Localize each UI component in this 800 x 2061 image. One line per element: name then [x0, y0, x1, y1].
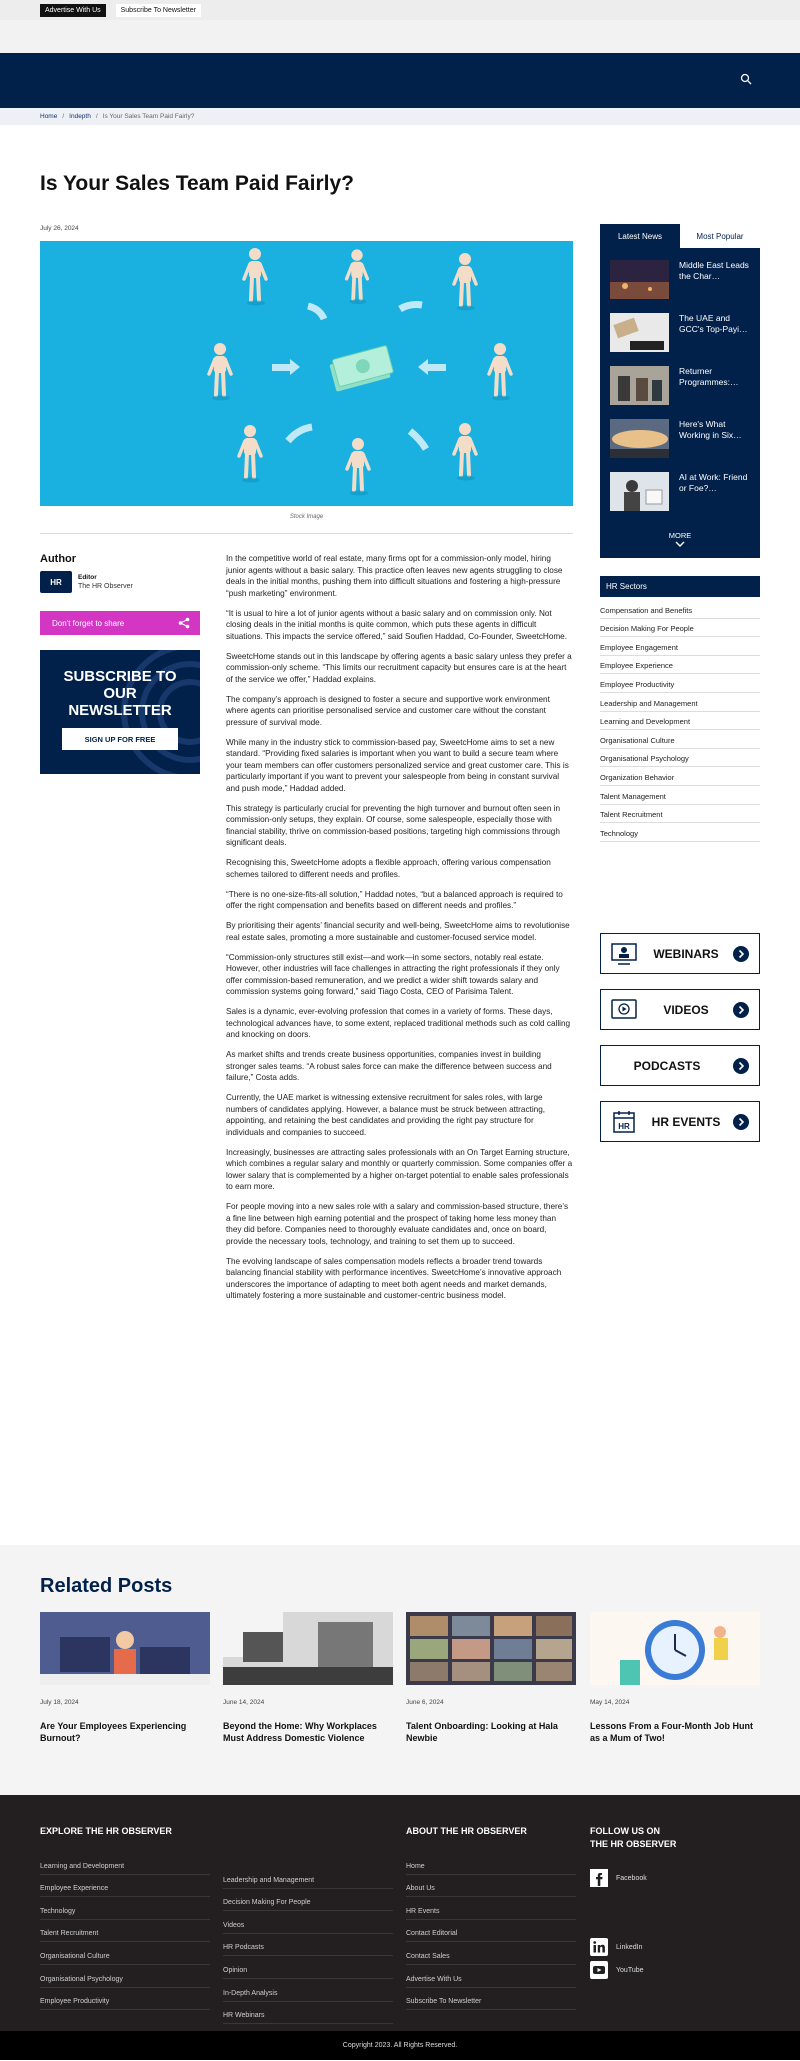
footer-link[interactable]: HR Webinars: [223, 2002, 393, 2025]
webinar-icon: [609, 941, 639, 967]
news-tabs-panel: [600, 224, 760, 558]
share-icon: [178, 617, 190, 629]
sector-link[interactable]: Leadership and Management: [600, 693, 760, 712]
article-paragraph: This strategy is particularly crucial for preventing the high turnover and burnout often seen in commission-only setups, they explain. Of course, some salespeople, especially those with financial stability, thrive on commission-based positions, targeting high commissions through significant deals.: [226, 803, 561, 847]
sector-link[interactable]: Employee Engagement: [600, 637, 760, 656]
sector-link[interactable]: Organisational Culture: [600, 730, 760, 749]
news-item[interactable]: [610, 260, 750, 313]
footer-link[interactable]: Subscribe To Newsletter: [406, 1988, 576, 2011]
footer-link[interactable]: HR Podcasts: [223, 1934, 393, 1957]
hr-sectors-heading: HR Sectors: [600, 576, 760, 597]
related-title[interactable]: Beyond the Home: Why Workplaces Must Address Domestic Violence: [223, 1721, 377, 1743]
search-icon[interactable]: [740, 73, 752, 85]
video-icon: [609, 997, 639, 1023]
sector-link[interactable]: Compensation and Benefits: [600, 600, 760, 619]
sector-link[interactable]: Talent Recruitment: [600, 805, 760, 824]
facebook-icon: [590, 1869, 608, 1887]
subscribe-newsletter-button[interactable]: Subscribe To Newsletter: [116, 4, 201, 17]
article-paragraph: Increasingly, businesses are attracting sales professionals with an On Target Earning structure, which combines a regular salary and monthly or quarterly commission. Some companies offer a lower salary that is complemented by a higher on-target potential to enable sales professionals to earn more.: [226, 1147, 573, 1191]
calendar-icon: [609, 1109, 639, 1135]
news-thumbnail: [610, 313, 669, 352]
footer-link[interactable]: Employee Productivity: [40, 1988, 210, 2011]
article-paragraph: While many in the industry stick to commission-based pay, SweetcHome aims to set a new standard. “Providing fixed salaries is important when you want to build a secure team where your team members can offer customers personalized service and great customer care. This is particularly important if you want to prevent your salespeople from being in constant survival and push mode,” Haddad added.: [226, 737, 569, 793]
advertise-button[interactable]: Advertise With Us: [40, 4, 106, 17]
sector-link[interactable]: Organization Behavior: [600, 767, 760, 786]
videos-label: VIDEOS: [663, 1002, 709, 1017]
sector-link[interactable]: Employee Experience: [600, 656, 760, 675]
article-paragraph: “There is no one-size-fits-all solution,” Haddad notes, “but a balanced approach is required to offer the right compensation and benefits based on different needs and profiles.”: [226, 889, 563, 910]
youtube-icon: [590, 1961, 608, 1979]
news-item[interactable]: [610, 366, 750, 419]
footer-link[interactable]: HR Events: [406, 1897, 576, 1920]
arrow-right-icon: [733, 946, 749, 962]
footer-link[interactable]: Videos: [223, 1911, 393, 1934]
newsletter-title: SUBSCRIBE TO OUR NEWSLETTER: [63, 668, 177, 719]
related-heading: Related Posts: [40, 1575, 173, 1597]
footer-link[interactable]: Organisational Psychology: [40, 1965, 210, 1988]
article-paragraph: Sales is a dynamic, ever-evolving profession that comes in a variety of forms. These days, technological advances have, to some extent, replaced traditional methods such as cold calling and knocking on doors.: [226, 1007, 571, 1039]
footer-link[interactable]: Organisational Culture: [40, 1942, 210, 1965]
author-role: Editor: [78, 574, 97, 581]
related-image: [590, 1612, 760, 1685]
article-paragraph: Recognising this, SweetcHome adopts a flexible approach, offering various compensation schemes tailored to different needs and profiles.: [226, 858, 551, 879]
footer-explore-heading: EXPLORE THE HR OBSERVER: [40, 1826, 172, 1836]
author-card[interactable]: [40, 571, 133, 593]
share-label: Don't forget to share: [52, 618, 125, 628]
related-title[interactable]: Are Your Employees Experiencing Burnout?: [40, 1721, 187, 1743]
breadcrumb: [0, 108, 800, 125]
news-item[interactable]: [610, 419, 750, 472]
related-date: May 14, 2024: [590, 1699, 630, 1706]
author-heading: Author: [40, 553, 77, 565]
article-date: July 26, 2024: [40, 225, 79, 232]
related-title[interactable]: Talent Onboarding: Looking at Hala Newbie: [406, 1721, 558, 1743]
tab-most-popular[interactable]: Most Popular: [680, 224, 760, 248]
article-paragraph: Currently, the UAE market is witnessing extensive recruitment for sales roles, with large numbers of candidates applying. However, a balance must be struck between attracting, appointing, and retaining the best candidates and providing the right pay structure for individuals and companies to succeed.: [226, 1093, 546, 1137]
sector-link[interactable]: Decision Making For People: [600, 619, 760, 638]
breadcrumb-home[interactable]: Home: [40, 113, 58, 120]
related-card[interactable]: [406, 1612, 576, 1744]
arrow-right-icon: [733, 1058, 749, 1074]
footer-link[interactable]: Employee Experience: [40, 1875, 210, 1898]
footer-link[interactable]: In-Depth Analysis: [223, 1979, 393, 2002]
svg-text:HR: HR: [618, 1121, 630, 1131]
podcasts-label: PODCASTS: [633, 1058, 701, 1073]
footer-link[interactable]: Technology: [40, 1897, 210, 1920]
footer-link[interactable]: Leadership and Management: [223, 1866, 393, 1889]
youtube-link[interactable]: YouTube: [590, 1961, 644, 1979]
facebook-link[interactable]: Facebook: [590, 1869, 647, 1887]
tab-latest-news[interactable]: Latest News: [617, 231, 663, 241]
arrow-right-icon: [733, 1114, 749, 1130]
share-button[interactable]: [40, 611, 200, 635]
footer-about-heading: ABOUT THE HR OBSERVER: [406, 1826, 527, 1836]
hero-image: [40, 241, 573, 506]
footer-link[interactable]: Contact Sales: [406, 1942, 576, 1965]
divider: [40, 533, 573, 534]
breadcrumb-separator: /: [95, 113, 98, 120]
footer-link[interactable]: Home: [406, 1852, 576, 1875]
footer-link[interactable]: About Us: [406, 1875, 576, 1898]
footer-link[interactable]: Advertise With Us: [406, 1965, 576, 1988]
hr-events-label: HR EVENTS: [651, 1114, 721, 1129]
article-paragraph: SweetcHome stands out in this landscape by offering agents a basic salary unless they prefer a commission-only scheme. “This limits our recruitment capacity but ensures care is at the heart of the service we offer,” Haddad explains.: [226, 651, 572, 684]
chevron-down-icon: [675, 541, 685, 547]
more-button[interactable]: MORE: [600, 531, 760, 549]
related-date: June 14, 2024: [223, 1699, 265, 1706]
sector-link[interactable]: Talent Management: [600, 786, 760, 805]
news-title: AI at Work: Friend or Foe?…: [679, 472, 748, 493]
related-image: [40, 1612, 210, 1685]
related-card[interactable]: [223, 1612, 393, 1744]
copyright-bar: Copyright 2023. All Rights Reserved.: [0, 2031, 800, 2060]
news-title: Here's What Working in Six…: [679, 419, 742, 440]
footer-link[interactable]: Contact Editorial: [406, 1920, 576, 1943]
article-paragraph: The company’s approach is designed to foster a secure and supportive work environment where agents can prioritise personalised service and customer care without the constant pressure of survival mode.: [226, 694, 550, 727]
people-money-illustration: [40, 241, 573, 506]
article-title: Is Your Sales Team Paid Fairly?: [40, 172, 354, 195]
related-title[interactable]: Lessons From a Four-Month Job Hunt as a Mum of Two!: [590, 1721, 753, 1743]
arrow-right-icon: [733, 1002, 749, 1018]
main-navbar: [0, 53, 800, 108]
article-paragraph: For people moving into a new sales role with a salary and commission-based structure, there’s a fine line between high earning potential and the prospect of taking home less money than they did before. Companies need to thoroughly evaluate candidates and, once on board, provide the necessary tools, technology, and training to set them up to succeed.: [226, 1202, 569, 1246]
article-body: [226, 553, 573, 1310]
footer-link[interactable]: Learning and Development: [40, 1852, 210, 1875]
related-card[interactable]: [40, 1612, 210, 1744]
news-title: The UAE and GCC's Top-Payi…: [679, 313, 748, 334]
related-image: [406, 1612, 576, 1685]
podcasts-link[interactable]: [600, 1045, 760, 1086]
article-paragraph: As market shifts and trends create business opportunities, companies invest in building stronger sales teams. “A robust sales force can make the difference between success and failure,” Costa adds.: [226, 1050, 552, 1082]
related-card[interactable]: [590, 1612, 760, 1744]
breadcrumb-current: Is Your Sales Team Paid Fairly?: [102, 113, 195, 120]
hr-events-link[interactable]: [600, 1101, 760, 1142]
news-title: Middle East Leads the Char…: [679, 260, 749, 281]
related-posts: [0, 1545, 800, 1795]
article-paragraph: “Commission-only structures still exist—and work—in some sectors, notably real estate. However, other industries will face challenges in attracting the right professionals if they only offer commission-based remuneration, and we predict a wider shift towards salary and commission systems going forward,” said Tiago Costa, CEO of Parisima Talent.: [226, 952, 560, 996]
sector-link[interactable]: Employee Productivity: [600, 674, 760, 693]
footer-link[interactable]: Talent Recruitment: [40, 1920, 210, 1943]
sector-link[interactable]: Technology: [600, 823, 760, 842]
sector-link[interactable]: Learning and Development: [600, 712, 760, 731]
related-date: June 6, 2024: [406, 1699, 444, 1706]
article-paragraph: The evolving landscape of sales compensation models reflects a broader trend towards balancing financial stability with performance incentives. SweetcHome’s innovative approach underscores the importance of adapting to meet both agent needs and market demands, ultimately fostering a more sustainable and customer-centric business model.: [226, 1256, 562, 1300]
news-title: Returner Programmes:…: [679, 366, 739, 387]
ad-space: [0, 20, 800, 53]
site-footer: [0, 1795, 800, 2031]
linkedin-link[interactable]: LinkedIn: [590, 1938, 642, 1956]
news-thumbnail: [610, 366, 669, 405]
footer-follow-heading: FOLLOW US ON THE HR OBSERVER: [590, 1826, 677, 1849]
article-paragraph: By prioritising their agents’ financial security and well-being, SweetcHome aims to revolutionise real estate sales, promoting a more sustainable and customer-focused service model.: [226, 921, 570, 942]
videos-link[interactable]: [600, 989, 760, 1030]
webinars-label: WEBINARS: [653, 946, 719, 961]
news-item[interactable]: [610, 472, 750, 525]
breadcrumb-indepth[interactable]: Indepth: [69, 113, 91, 120]
hr-sectors-list: [600, 600, 760, 842]
breadcrumb-separator: /: [62, 113, 65, 120]
newsletter-promo: [40, 650, 200, 774]
article-page: [0, 125, 800, 1545]
linkedin-icon: [590, 1938, 608, 1956]
image-caption: Stock Image: [289, 514, 324, 520]
author-logo: HR: [40, 571, 72, 593]
news-thumbnail: [610, 472, 669, 511]
top-utility-bar: [0, 0, 800, 20]
related-image: [223, 1612, 393, 1685]
news-item[interactable]: [610, 313, 750, 366]
article-paragraph: In the competitive world of real estate, many firms opt for a commission-only model, hiring junior agents without a basic salary. This practice often leaves new agents struggling to close deals in the initial months, pushing them into difficult situations and fostering a high-pressure “push marketing” environment.: [226, 554, 563, 598]
news-thumbnail: [610, 419, 669, 458]
webinars-link[interactable]: [600, 933, 760, 974]
footer-link[interactable]: Opinion: [223, 1956, 393, 1979]
author-name[interactable]: The HR Observer: [78, 583, 133, 590]
sector-link[interactable]: Organisational Psychology: [600, 749, 760, 768]
news-thumbnail: [610, 260, 669, 299]
related-date: July 18, 2024: [40, 1699, 79, 1706]
footer-link[interactable]: Decision Making For People: [223, 1889, 393, 1912]
signup-button[interactable]: SIGN UP FOR FREE: [62, 728, 178, 750]
article-paragraph: “It is usual to hire a lot of junior agents without a basic salary and on commission only. Not closing deals in the initial months is quite common, which puts these agents in difficult situations. This impacts the service offered,” said Soufien Haddad, Co-Founder, SweetcHome.: [226, 608, 568, 641]
